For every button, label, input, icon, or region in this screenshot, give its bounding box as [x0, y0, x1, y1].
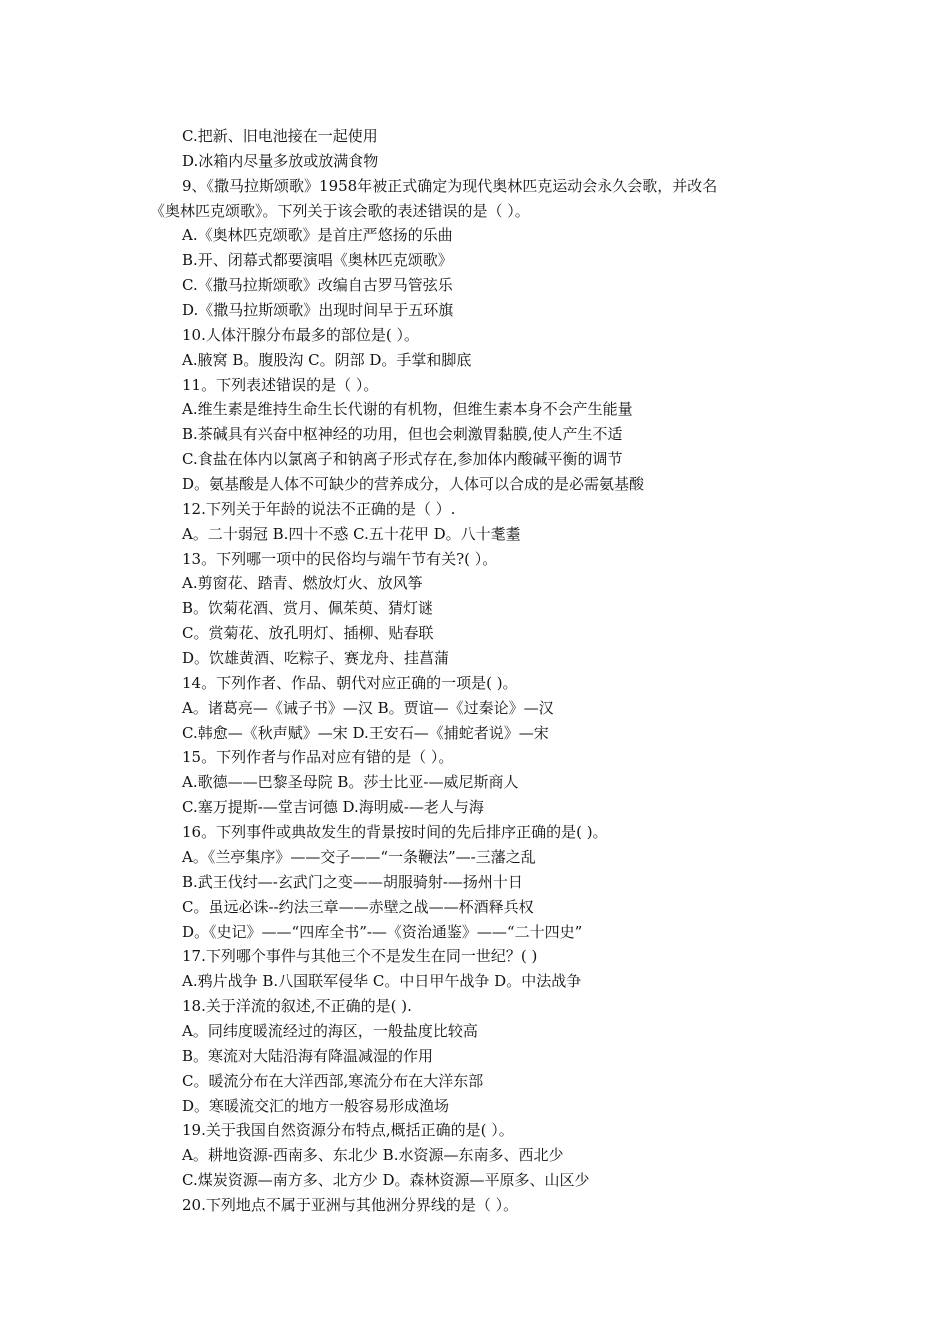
option-line: A。诸葛亮—《诫子书》—汉 B。贾谊—《过秦论》—汉 [182, 698, 554, 717]
document-body [150, 124, 810, 1218]
option-line: C.韩愈—《秋声赋》—宋 D.王安石—《捕蛇者说》—宋 [182, 723, 549, 742]
question-12: 12.下列关于年龄的说法不正确的是（ ）. [182, 499, 456, 518]
option-line: C.食盐在体内以氯离子和钠离子形式存在,参加体内酸碱平衡的调节 [182, 450, 623, 469]
option-line: A.维生素是维持生命生长代谢的有机物，但维生素本身不会产生能量 [182, 400, 633, 419]
option-line: C。赏菊花、放孔明灯、插柳、贴春联 [182, 624, 434, 643]
option-line: A.鸦片战争 B.八国联军侵华 C。中日甲午战争 D。中法战争 [182, 972, 582, 991]
text-line: D.冰箱内尽量多放或放满食物 [182, 151, 379, 170]
option-line: B。寒流对大陆沿海有降温减湿的作用 [182, 1046, 434, 1065]
text-line: C.把新、旧电池接在一起使用 [182, 127, 378, 145]
option-line: A.剪窗花、踏青、燃放灯火、放风筝 [182, 574, 423, 593]
option-line: B.武王伐纣—-玄武门之变——胡服骑射-—扬州十日 [182, 872, 523, 891]
option-line: D。氨基酸是人体不可缺少的营养成分，人体可以合成的是必需氨基酸 [182, 475, 645, 494]
option-line: C.《撒马拉斯颂歌》改编自古罗马管弦乐 [182, 276, 453, 295]
option-line: A。同纬度暖流经过的海区，一般盐度比较高 [182, 1021, 478, 1040]
option-line: D.《撒马拉斯颂歌》出现时间早于五环旗 [182, 301, 454, 320]
option-line: A。《兰亭集序》——交子——“一条鞭法”—-三藩之乱 [182, 847, 536, 866]
question-9-continued: 《奥林匹克颂歌》。下列关于该会歌的表述错误的是（ ）。 [150, 201, 530, 220]
question-9: 9、《撒马拉斯颂歌》1958年被正式确定为现代奥林匹克运动会永久会歌，并改名 [182, 176, 718, 195]
option-line: C。暖流分布在大洋西部,寒流分布在大洋东部 [182, 1071, 484, 1090]
question-19: 19.关于我国自然资源分布特点,概括正确的是( ）。 [182, 1121, 514, 1140]
option-line: A。二十弱冠 B.四十不惑 C.五十花甲 D。八十耄耋 [182, 524, 521, 543]
option-line: D。寒暖流交汇的地方一般容易形成渔场 [182, 1096, 450, 1115]
option-line: B。饮菊花酒、赏月、佩茱萸、猜灯谜 [182, 599, 434, 618]
question-14: 14。下列作者、作品、朝代对应正确的一项是( )。 [182, 673, 518, 692]
option-line: C。虽远必诛--约法三章——赤壁之战——杯酒释兵权 [182, 897, 534, 916]
option-line: D。《史记》——“四库全书”-—《资治通鉴》——“二十四史” [182, 922, 583, 941]
question-13: 13。下列哪一项中的民俗均与端午节有关?( ）。 [182, 549, 498, 568]
question-18: 18.关于洋流的叙述,不正确的是( ). [182, 997, 412, 1016]
option-line: D。饮雄黄酒、吃粽子、赛龙舟、挂菖蒲 [182, 649, 450, 668]
option-line: A.腋窝 B。腹股沟 C。阴部 D。手掌和脚底 [182, 350, 472, 369]
option-line: A.歌德——巴黎圣母院 B。莎士比亚-—威尼斯商人 [182, 773, 519, 792]
option-line: B.茶碱具有兴奋中枢神经的功用，但也会刺激胃黏膜,使人产生不适 [182, 425, 623, 444]
option-line: C.煤炭资源—南方多、北方少 D。森林资源—平原多、山区少 [182, 1171, 590, 1190]
question-17: 17.下列哪个事件与其他三个不是发生在同一世纪？( ) [182, 947, 538, 966]
option-line: A。耕地资源-西南多、东北少 B.水资源—东南多、西北少 [182, 1146, 564, 1165]
question-16: 16。下列事件或典故发生的背景按时间的先后排序正确的是( )。 [182, 823, 608, 842]
option-line: A.《奥林匹克颂歌》是首庄严悠扬的乐曲 [182, 226, 453, 245]
question-10: 10.人体汗腺分布最多的部位是( ）。 [182, 325, 419, 344]
question-20: 20.下列地点不属于亚洲与其他洲分界线的是（ ）。 [182, 1195, 519, 1214]
question-15: 15。下列作者与作品对应有错的是（ ）。 [182, 748, 454, 767]
option-line: B.开、闭幕式都要演唱《奥林匹克颂歌》 [182, 251, 453, 270]
option-line: C.塞万提斯-—堂吉诃德 D.海明威-—老人与海 [182, 798, 484, 817]
question-11: 11。下列表述错误的是（ ）。 [182, 375, 379, 394]
